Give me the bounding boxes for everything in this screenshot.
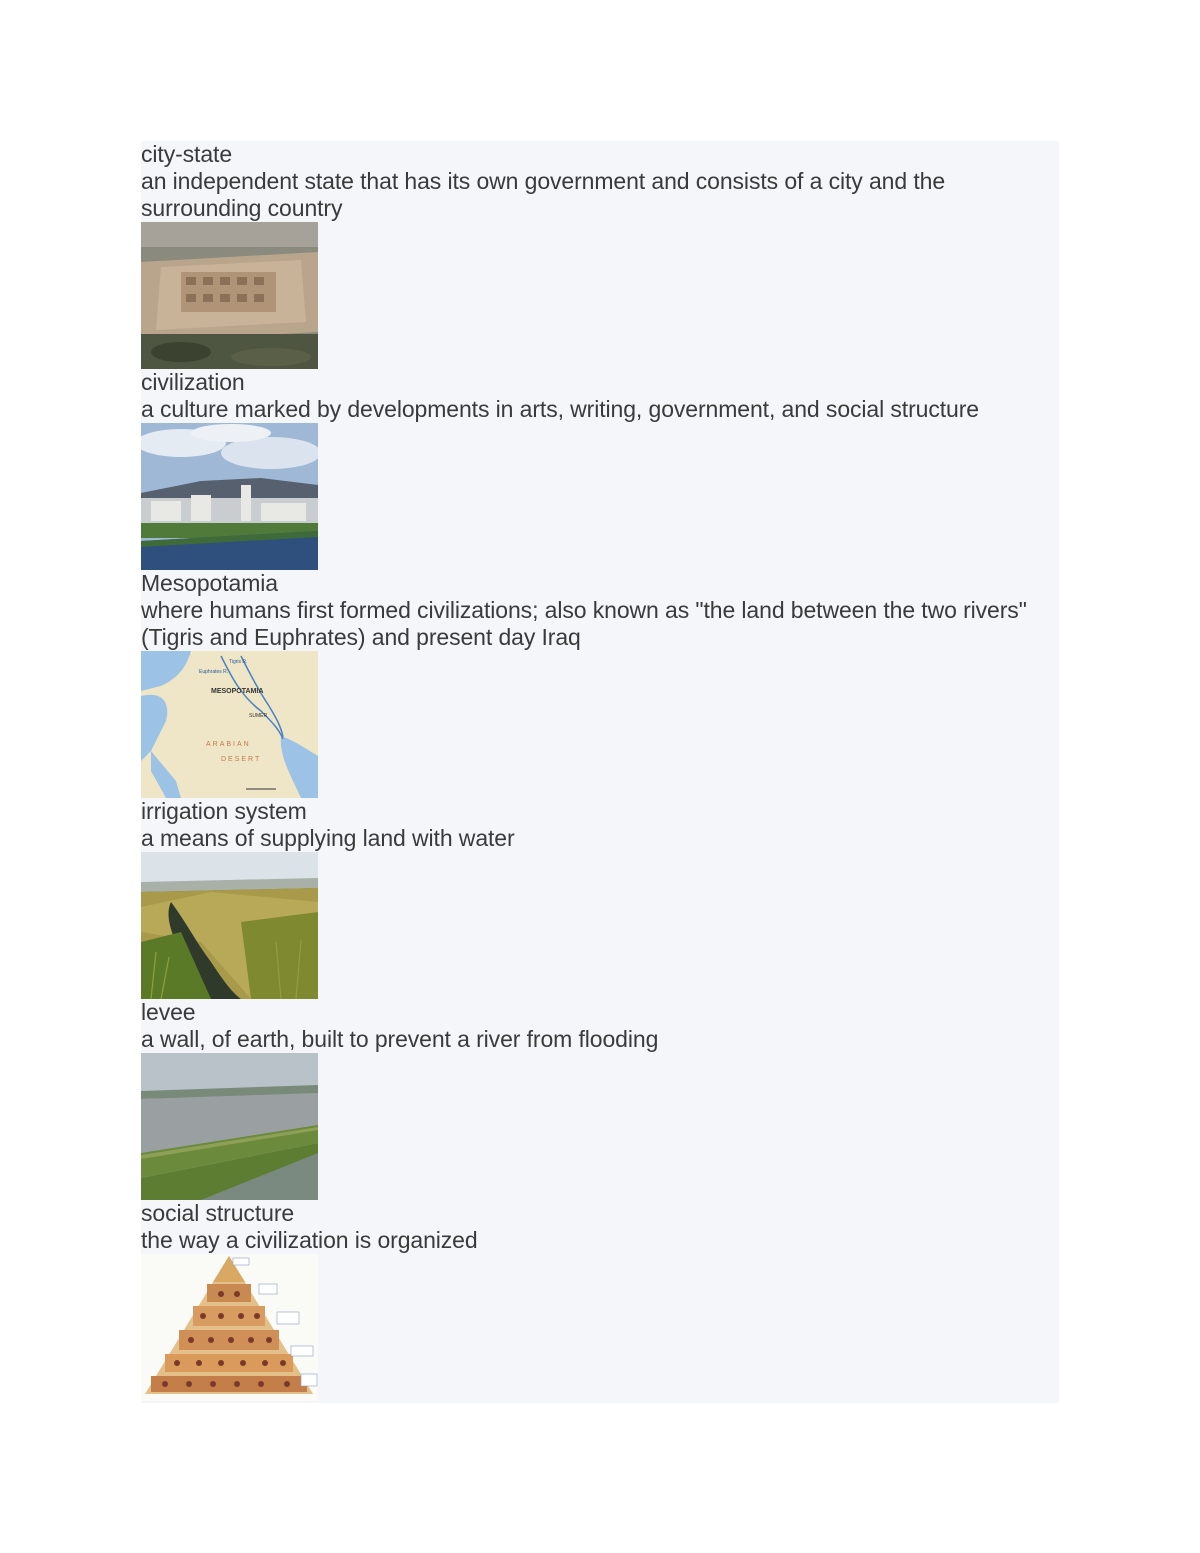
term: irrigation system bbox=[141, 798, 307, 824]
map-label-tigris: Tigris R. bbox=[229, 659, 248, 665]
term: Mesopotamia bbox=[141, 570, 278, 596]
definition: a means of supplying land with water bbox=[141, 825, 515, 851]
entry-city-state bbox=[141, 141, 1059, 369]
term: levee bbox=[141, 999, 196, 1025]
entry-irrigation-system bbox=[141, 798, 1059, 999]
entry-levee bbox=[141, 999, 1059, 1200]
definition: the way a civilization is organized bbox=[141, 1227, 478, 1253]
term: social structure bbox=[141, 1200, 295, 1226]
term: city-state bbox=[141, 141, 233, 167]
entry-mesopotamia bbox=[141, 570, 1059, 798]
levee-river-image bbox=[141, 1053, 318, 1200]
term: civilization bbox=[141, 369, 245, 395]
irrigation-ditch-image bbox=[141, 852, 318, 999]
definition: an independent state that has its own government and consists of a city and the surrounding country bbox=[141, 168, 946, 221]
definition: a culture marked by developments in arts, writing, government, and social structure bbox=[141, 396, 979, 422]
flashcard-sheet bbox=[141, 141, 1059, 1403]
map-label-desert: DESERT bbox=[221, 756, 262, 763]
map-label-mesopotamia: MESOPOTAMIA bbox=[211, 688, 264, 695]
map-label-euphrates: Euphrates R. bbox=[199, 669, 229, 675]
entry-social-structure bbox=[141, 1200, 1059, 1401]
entry-civilization bbox=[141, 369, 1059, 570]
definition: where humans first formed civilizations; also known as "the land between the two rivers" (Tigris and Euphrates) and present day Iraq bbox=[141, 597, 1027, 650]
social-pyramid-image bbox=[141, 1254, 318, 1401]
mesopotamia-map-image bbox=[141, 651, 318, 798]
map-label-arabian: ARABIAN bbox=[206, 741, 251, 748]
definition: a wall, of earth, built to prevent a river from flooding bbox=[141, 1026, 659, 1052]
modern-city-image bbox=[141, 423, 318, 570]
ancient-city-ruins-image bbox=[141, 222, 318, 369]
map-label-sumer: SUMER bbox=[249, 713, 268, 719]
